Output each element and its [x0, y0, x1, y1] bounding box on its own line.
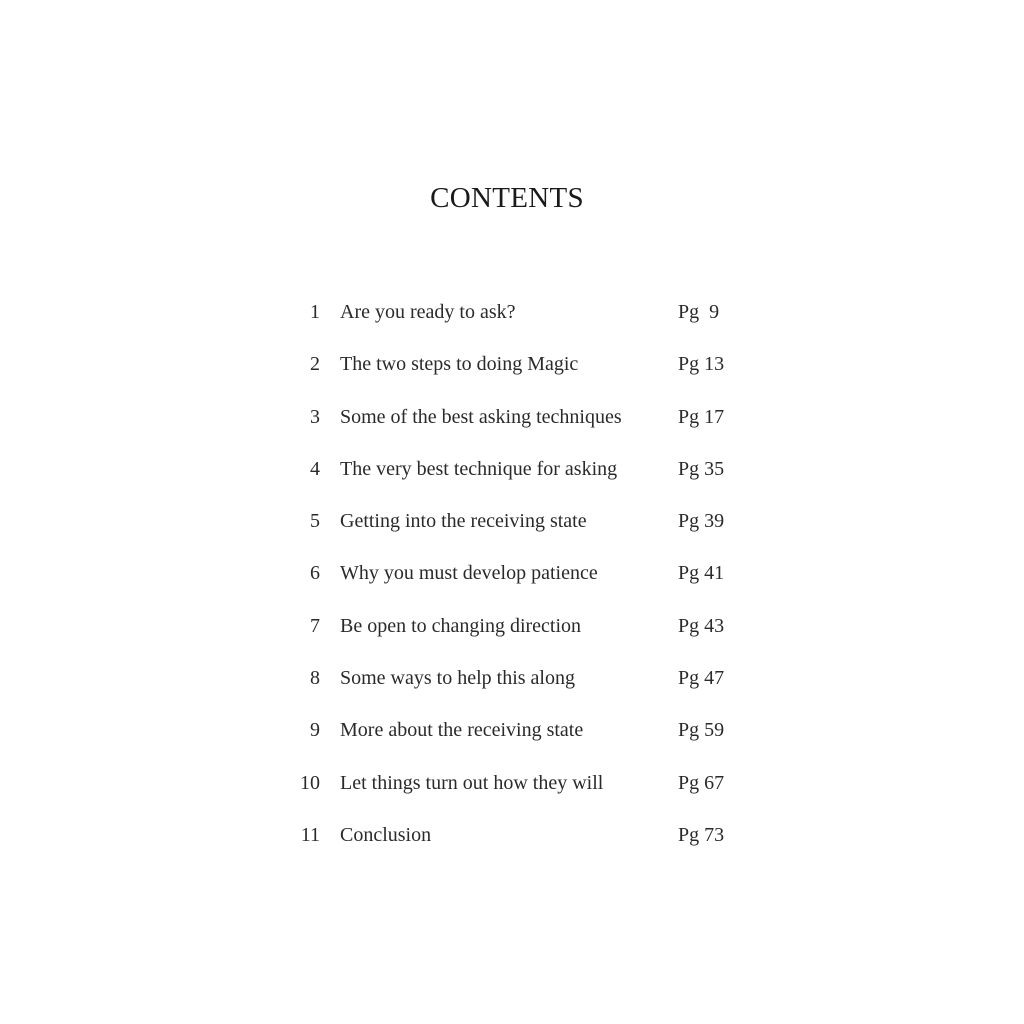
chapter-title: More about the receiving state [340, 719, 584, 742]
toc-entry [290, 817, 750, 869]
chapter-title: Let things turn out how they will [340, 771, 604, 794]
toc-entry [290, 608, 750, 660]
toc-entry [290, 765, 750, 817]
page-title: CONTENTS [430, 182, 584, 214]
page-reference: Pg 43 [678, 614, 725, 637]
chapter-number: 3 [310, 405, 320, 428]
page-reference: Pg 13 [678, 353, 725, 376]
chapter-number: 1 [310, 301, 320, 323]
chapter-number: 2 [310, 353, 320, 376]
chapter-title: Getting into the receiving state [340, 510, 587, 533]
page-reference: Pg 73 [678, 823, 725, 846]
chapter-title: Some ways to help this along [340, 667, 575, 690]
page-reference: Pg 17 [678, 405, 725, 428]
page-reference: Pg 35 [678, 457, 725, 480]
page-reference: Pg 67 [678, 771, 725, 794]
chapter-number: 8 [310, 667, 320, 690]
chapter-title: Conclusion [340, 823, 432, 846]
toc-entry [290, 503, 750, 555]
chapter-number: 4 [310, 457, 320, 480]
page-reference: Pg 39 [678, 510, 725, 533]
chapter-title: The very best technique for asking [340, 457, 618, 480]
chapter-number: 10 [300, 771, 320, 794]
chapter-number: 6 [310, 562, 320, 585]
toc-entry [290, 660, 750, 712]
chapter-title: Be open to changing direction [340, 614, 582, 637]
page-reference: Pg 59 [678, 719, 725, 742]
chapter-title: Some of the best asking techniques [340, 405, 622, 428]
toc-entry [290, 346, 750, 398]
chapter-title: Are you ready to ask? [340, 301, 516, 323]
chapter-number: 9 [310, 719, 320, 742]
page-reference: Pg 41 [678, 562, 725, 585]
page-reference: Pg 9 [678, 301, 720, 323]
toc-entry [290, 399, 750, 451]
page-reference: Pg 47 [678, 667, 725, 690]
toc-entry [290, 712, 750, 764]
toc-entry [290, 451, 750, 503]
chapter-number: 11 [300, 823, 320, 846]
table-of-contents [290, 294, 750, 869]
toc-entry [290, 555, 750, 607]
chapter-title: The two steps to doing Magic [340, 353, 579, 376]
chapter-number: 7 [310, 614, 320, 637]
chapter-title: Why you must develop patience [340, 562, 598, 585]
chapter-number: 5 [310, 510, 320, 533]
toc-entry [290, 294, 750, 346]
